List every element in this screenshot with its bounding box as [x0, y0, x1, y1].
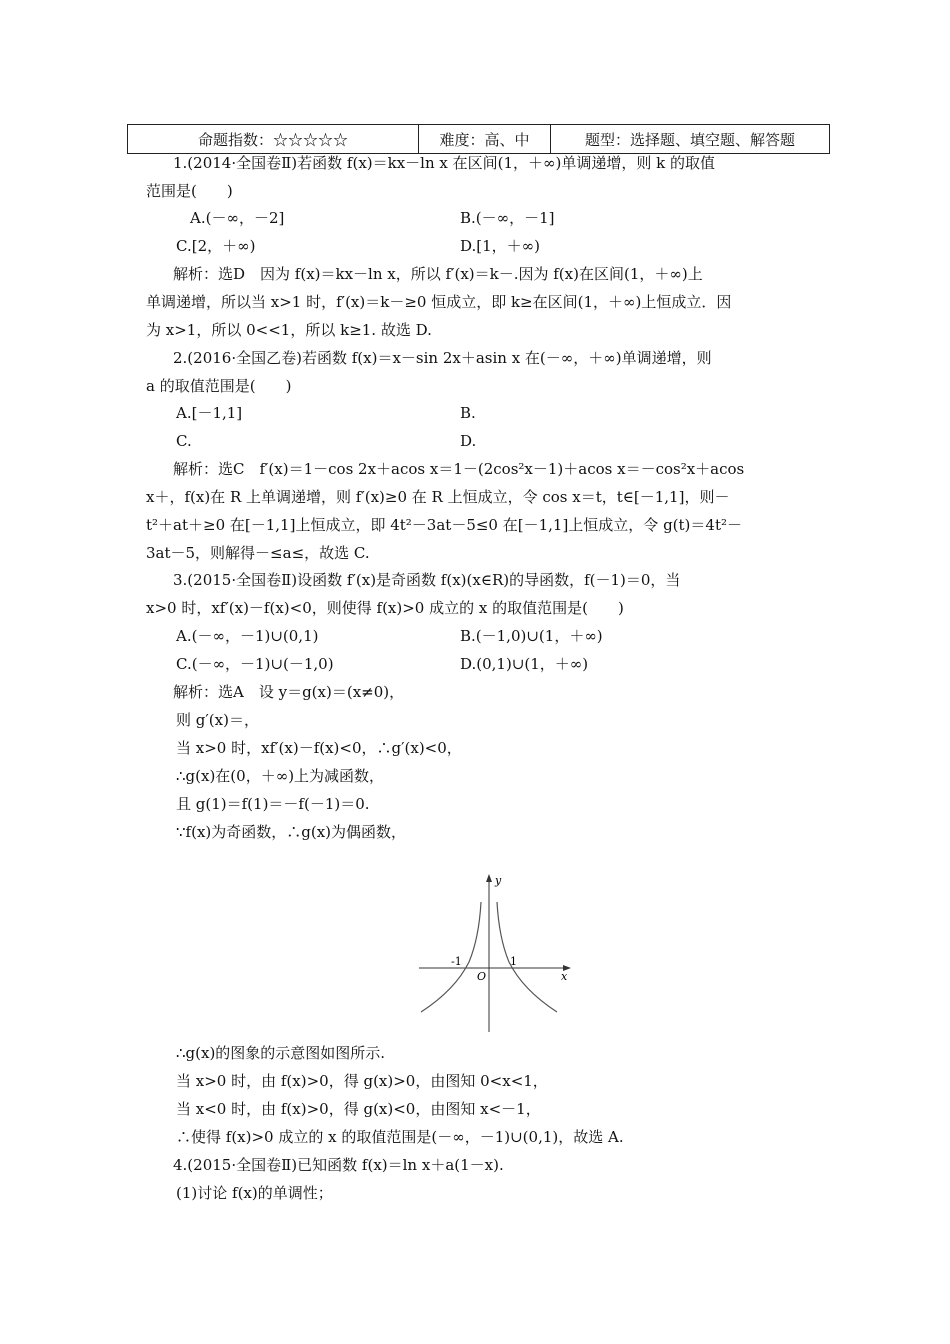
function-graph [415, 872, 573, 1032]
text-line: t²＋at＋≥0 在[－1,1]上恒成立，即 4t²－3at－5≤0 在[－1,1]上恒成立，令 g(t)＝4t²－ [146, 516, 742, 534]
right-branch [497, 902, 557, 1012]
text-line: A.(－∞，－2] [190, 209, 285, 227]
one-label: 1 [510, 955, 517, 968]
text-line: ∵f(x)为奇函数，∴g(x)为偶函数， [176, 823, 407, 841]
text-line: x＋，f(x)在 R 上单调递增，则 f′(x)≥0 在 R 上恒成立，令 cos x＝t，t∈[－1,1]，则－ [146, 488, 730, 506]
text-line: 当 x>0 时，xf′(x)－f(x)<0，∴g′(x)<0， [176, 739, 462, 757]
text-line: 且 g(1)＝f(1)＝－f(－1)＝0. [176, 795, 370, 813]
text-line: ∴g(x)的图象的示意图如图所示. [176, 1044, 386, 1062]
text-line: C. [176, 432, 192, 450]
text-line: C.[2，＋∞) [176, 237, 256, 255]
text-line: B.(－1,0)∪(1，＋∞) [460, 627, 603, 645]
text-line: 范围是( ) [146, 182, 233, 200]
text-line: 单调递增，所以当 x>1 时，f′(x)＝k－≥0 恒成立，即 k≥在区间(1，＋∞)上恒成立．因 [146, 293, 732, 311]
text-line: B.(－∞，－1] [460, 209, 555, 227]
origin-label: O [477, 970, 487, 983]
text-line: 当 x>0 时，由 f(x)>0，得 g(x)>0，由图知 0<x<1， [176, 1072, 548, 1090]
y-label: y [495, 874, 502, 887]
text-line: ∴g(x)在(0，＋∞)上为减函数， [176, 767, 385, 785]
text-line: (1)讨论 f(x)的单调性； [176, 1184, 333, 1202]
text-line: a 的取值范围是( ) [146, 377, 292, 395]
text-line: 当 x<0 时，由 f(x)>0，得 g(x)<0，由图知 x<－1， [176, 1100, 541, 1118]
text-line: 3.(2015·全国卷Ⅱ)设函数 f′(x)是奇函数 f(x)(x∈R)的导函数，f(－1)＝0，当 [173, 571, 681, 589]
difficulty-cell: 难度：高、中 [419, 125, 551, 153]
text-line: 解析：选C f′(x)＝1－cos 2x＋acos x＝1－(2cos²x－1)＋acos x＝－cos²x＋acos [173, 460, 745, 478]
text-line: 为 x>1，所以 0<<1，所以 k≥1. 故选 D. [146, 321, 432, 339]
text-line: 4.(2015·全国卷Ⅱ)已知函数 f(x)＝ln x＋a(1－x). [173, 1156, 504, 1174]
x-label: x [561, 970, 568, 983]
text-line: 解析：选D 因为 f(x)＝kx－ln x，所以 f′(x)＝k－.因为 f(x)在区间(1，＋∞)上 [173, 265, 703, 283]
text-line: D.[1，＋∞) [460, 237, 541, 255]
text-line: ∴使得 f(x)>0 成立的 x 的取值范围是(－∞，－1)∪(0,1)，故选 A. [176, 1128, 624, 1146]
text-line: 1.(2014·全国卷Ⅱ)若函数 f(x)＝kx－ln x 在区间(1，＋∞)单调递增，则 k 的取值 [173, 154, 716, 172]
y-axis-arrow [486, 874, 492, 882]
text-line: x>0 时，xf′(x)－f(x)<0，则使得 f(x)>0 成立的 x 的取值范围是( ) [146, 599, 624, 617]
neg-one-label: -1 [451, 955, 462, 968]
info-table [127, 124, 830, 154]
text-line: A.(－∞，－1)∪(0,1) [176, 627, 319, 645]
text-line: D.(0,1)∪(1，＋∞) [460, 655, 589, 673]
text-line: D. [460, 432, 477, 450]
text-line: 3at－5，则解得－≤a≤，故选 C. [146, 544, 370, 562]
text-line: B. [460, 404, 476, 422]
text-line: A.[－1,1] [176, 404, 243, 422]
text-line: 解析：选A 设 y＝g(x)＝(x≠0)， [173, 683, 405, 701]
text-line: 2.(2016·全国乙卷)若函数 f(x)＝x－sin 2x＋asin x 在(－∞，＋∞)单调递增，则 [173, 349, 712, 367]
index-cell: 命题指数：☆☆☆☆☆ [128, 125, 419, 153]
type-cell: 题型：选择题、填空题、解答题 [584, 130, 795, 149]
text-line: C.(－∞，－1)∪(－1,0) [176, 655, 334, 673]
text-line: 则 g′(x)＝， [176, 711, 259, 729]
